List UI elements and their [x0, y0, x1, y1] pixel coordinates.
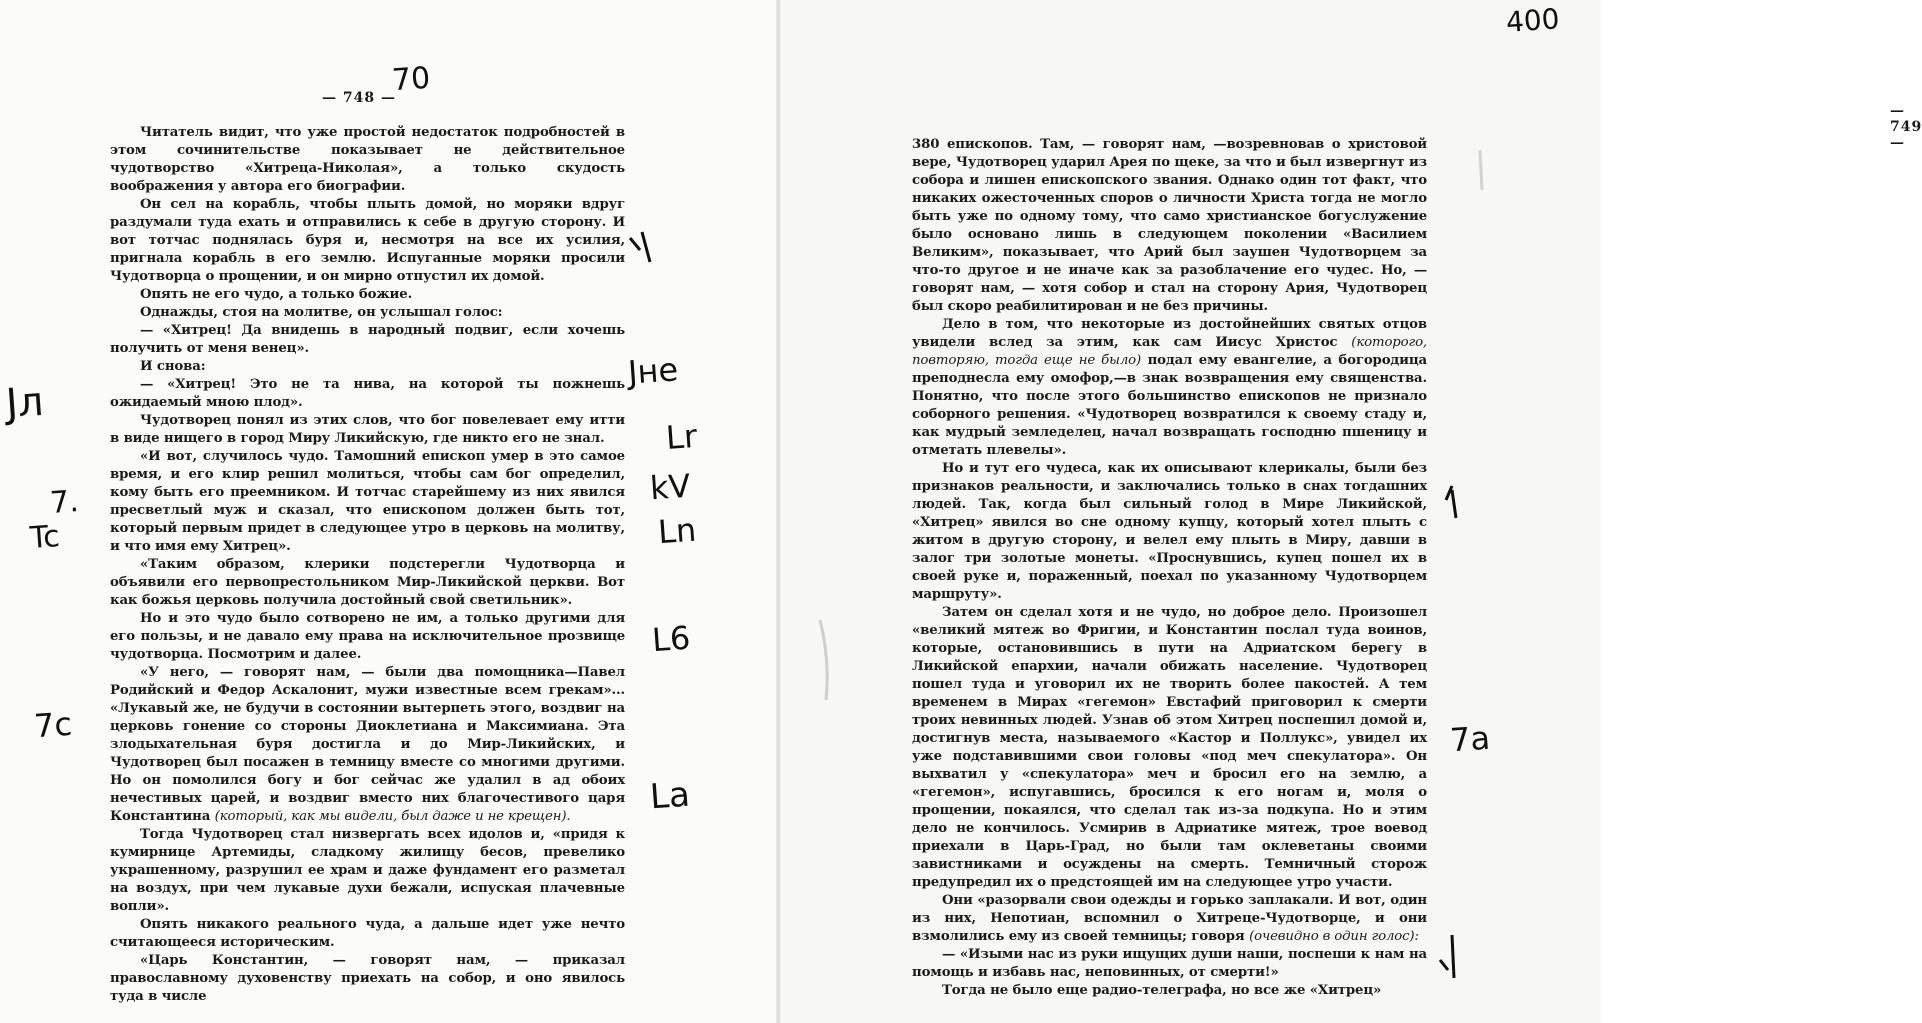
- handwritten-note: Jне: [626, 350, 680, 392]
- paragraph: «И вот, случилось чудо. Тамошний епископ умер в это самое время, и его клир решил молиться, чтобы сам бог определил, кому быть его преемником. И тотчас старейшему из них явился пресветлый муж и сказал, что епископом должен быть тот, который первым придет в следующее утро в церковь на молитву, и что имя ему Хитрец».: [110, 449, 625, 554]
- paragraph: Но и тут его чудеса, как их описывают клерикалы, были без признаков реальности, и заключались только в снах тогдашних людей. Так, когда был сильный голод в Мире Ликийской, «Хитрец» явился во сне одному купцу, который хотел плыть с житом в другую сторону, и велел ему плыть в Миру, давши в залог три золотые монеты. «Проснувшись, купец пошел их в своей руке и, пораженный, поехал по указанному Чудотворцем маршруту».: [912, 461, 1427, 602]
- right-page-number: — 749 —: [1890, 103, 1922, 151]
- paragraph: Однажды, стоя на молитве, он услышал голос:: [140, 305, 503, 320]
- pen-stroke: [1446, 486, 1456, 518]
- paragraph: 380 епископов. Там, — говорят нам, —возревновав о христовой вере, Чудотворец ударил Арея по щеке, за что и был извергнут из собора и лишен епископского звания. Однако один тот факт, что никаких ожесточенных споров о личности Христа тогда не могло быть уже по одному тому, что само христианское богуслужение было основано лишь в следующем поколении «Василием Великим», показывает, что Арий был заушен Чудотворцем за что-то другое и не иначе как за разоблачение его чудес. Но, — говорят нам, — хотя собор и стал на сторону Ария, Чудотворец был скоро реабилитирован и не без причины.: [912, 137, 1427, 314]
- paragraph-text: Дело в том, что некоторые из достойнейших святых отцов увидели вслед за этим, как сам Иисус Христос: [912, 317, 1427, 350]
- paragraph: — «Хитрец! Это не та нива, на которой ты пожнешь ожидаемый мною плод».: [110, 377, 625, 410]
- italic-aside: (который, как мы видели, был даже и не крещен).: [214, 809, 571, 824]
- italic-aside: (которого, повторяю, тогда еще не было): [912, 335, 1428, 368]
- handwritten-note: Jл: [4, 378, 45, 428]
- paragraph: Чудотворец понял из этих слов, что бог повелевает ему итти в виде нищего в город Миру Ликийскую, где никто его не знал.: [110, 413, 625, 446]
- faint-bleed-mark: [820, 620, 827, 700]
- paragraph: Он сел на корабль, чтобы плыть домой, но моряки вдруг раздумали туда ехать и отправились к себе в другую сторону. И вот тотчас поднялась буря и, несмотря на все их усилия, пригнала корабль в его землю. Испуганные моряки просили Чудотворца о прощении, и он мирно отпустил их домой.: [110, 197, 625, 284]
- paragraph: Опять никакого реального чуда, а дальше идет уже нечто считающееся историческим.: [110, 917, 625, 950]
- paragraph: Читатель видит, что уже простой недостаток подробностей в этом сочинительстве показывает не действительное чудотворство «Хитреца-Николая», а только скудость воображения у автора его биографии.: [110, 125, 625, 194]
- paragraph: — «Изыми нас из руки ищущих души наши, поспеши к нам на помощь и избавь нас, неповинных, от смерти!»: [912, 947, 1427, 980]
- handwritten-note: Lr: [664, 416, 699, 458]
- paragraph-text: Они «разорвали свои одежды и горько заплакали. И вот, один из них, Непотиан, вспомнил о Хитреце-Чудотворце, и они взмолились ему из своей темницы; говоря: [912, 893, 1427, 944]
- faint-bleed-mark: [1480, 150, 1482, 190]
- paragraph: И снова:: [140, 359, 206, 374]
- handwritten-page-count: 400: [1504, 2, 1561, 39]
- paragraph: «Царь Константин, — говорят нам, — приказал православному духовенству приехать на собор, и оно явилось туда в числе: [110, 953, 625, 1004]
- italic-aside: (очевидно в один голос):: [1249, 929, 1419, 944]
- paragraph: Опять не его чудо, а только божие.: [140, 287, 413, 302]
- paragraph: «Таким образом, клерики подстерегли Чудотворца и объявили его первопрестольником Мир-Ликийской церкви. Вот как божья церковь получила достойный свой светильник».: [110, 557, 625, 608]
- handwritten-note: 7c: [32, 704, 74, 746]
- paragraph: — «Хитрец! Да внидешь в народный подвиг, если хочешь получить от меня венец».: [110, 323, 625, 356]
- handwritten-note: 7a: [1448, 718, 1492, 760]
- paragraph: Затем он сделал хотя и не чудо, но доброе дело. Произошел «великий мятеж во Фригии, и Константин послал туда воинов, которые, остановившись в пути на Адриатском берегу в Ликийской епархии, начали обижать население. Чудотворец пошел туда и уговорил их не творить более пакостей. А тем временем в Мирах «гегемон» Евстафий приговорил к смерти троих невинных людей. Узнав об этом Хитрец поспешил домой и, достигнув места, называемого «Кастор и Поллукс», увидел их уже подставившими свои головы «под меч спекулатора». Он выхватил у «спекулатора» меч и бросил его на землю, а «гегемон», испугавшись, бросился к его ногам и, моля о прощении, покаялся, что сделал так из-за подкупа. Но и этим дело не кончилось. Усмирив в Адриатике мятеж, трое воевод приехали в Царь-Град, но были там оклеветаны своими завистниками и осуждены на смерть. Темничный сторож предупредил их о предстоящей им на следующее утро участи.: [912, 605, 1427, 890]
- pen-stroke: [630, 232, 650, 262]
- paragraph-text: подал ему евангелие, а богородица преподнесла ему омофор,—в знак возвращения ему священства. Понятно, что после этого большинство епископов не признало соборного решения. «Чудотворец возвратился к своему стаду и, как мудрый земледелец, начал возвращать господню пшеницу и отметать плевелы».: [912, 353, 1427, 458]
- handwritten-note: 70: [390, 60, 432, 99]
- handwritten-note: kV: [648, 466, 692, 508]
- handwritten-note: 7.: [48, 484, 80, 521]
- handwritten-note: Ln: [656, 510, 698, 552]
- paragraph: Тогда не было еще радио-телеграфа, но все же «Хитрец»: [942, 983, 1382, 998]
- handwritten-note: La: [648, 774, 692, 818]
- handwritten-note: Tc: [28, 519, 61, 556]
- paragraph-text: «У него, — говорят нам, — были два помощника—Павел Родийский и Федор Аскалонит, мужи известные всем грекам»... «Лукавый же, не будучи в состоянии вытерпеть этого, воздвиг на церковь гонение со стороны Диоклетиана и Максимиана. Эта злодыхательная буря достигла и до Мир-Ликийских, и Чудотворец был посажен в темницу вместе со многими другими. Но он помолился богу и бог сейчас же удалил в ад обоих нечестивых царей, и воздвиг вместо них благочестивого царя Константина: [110, 665, 625, 824]
- left-page-number: — 748 —: [322, 90, 396, 106]
- handwritten-note: L6: [650, 618, 692, 660]
- pen-stroke: [1440, 935, 1454, 978]
- paragraph: Но и это чудо было сотворено не им, а только другими для его пользы, и не давало ему права на исключительное прозвище чудотворца. Посмотрим и далее.: [110, 611, 625, 662]
- paragraph: Тогда Чудотворец стал низвергать всех идолов и, «придя к кумирнице Артемиды, сладкому жилищу бесов, превелико украшенному, разрушил ее храм и даже фундамент его разметал на воздух, при чем лукавые духи бежали, испуская плачевные вопли».: [110, 827, 625, 914]
